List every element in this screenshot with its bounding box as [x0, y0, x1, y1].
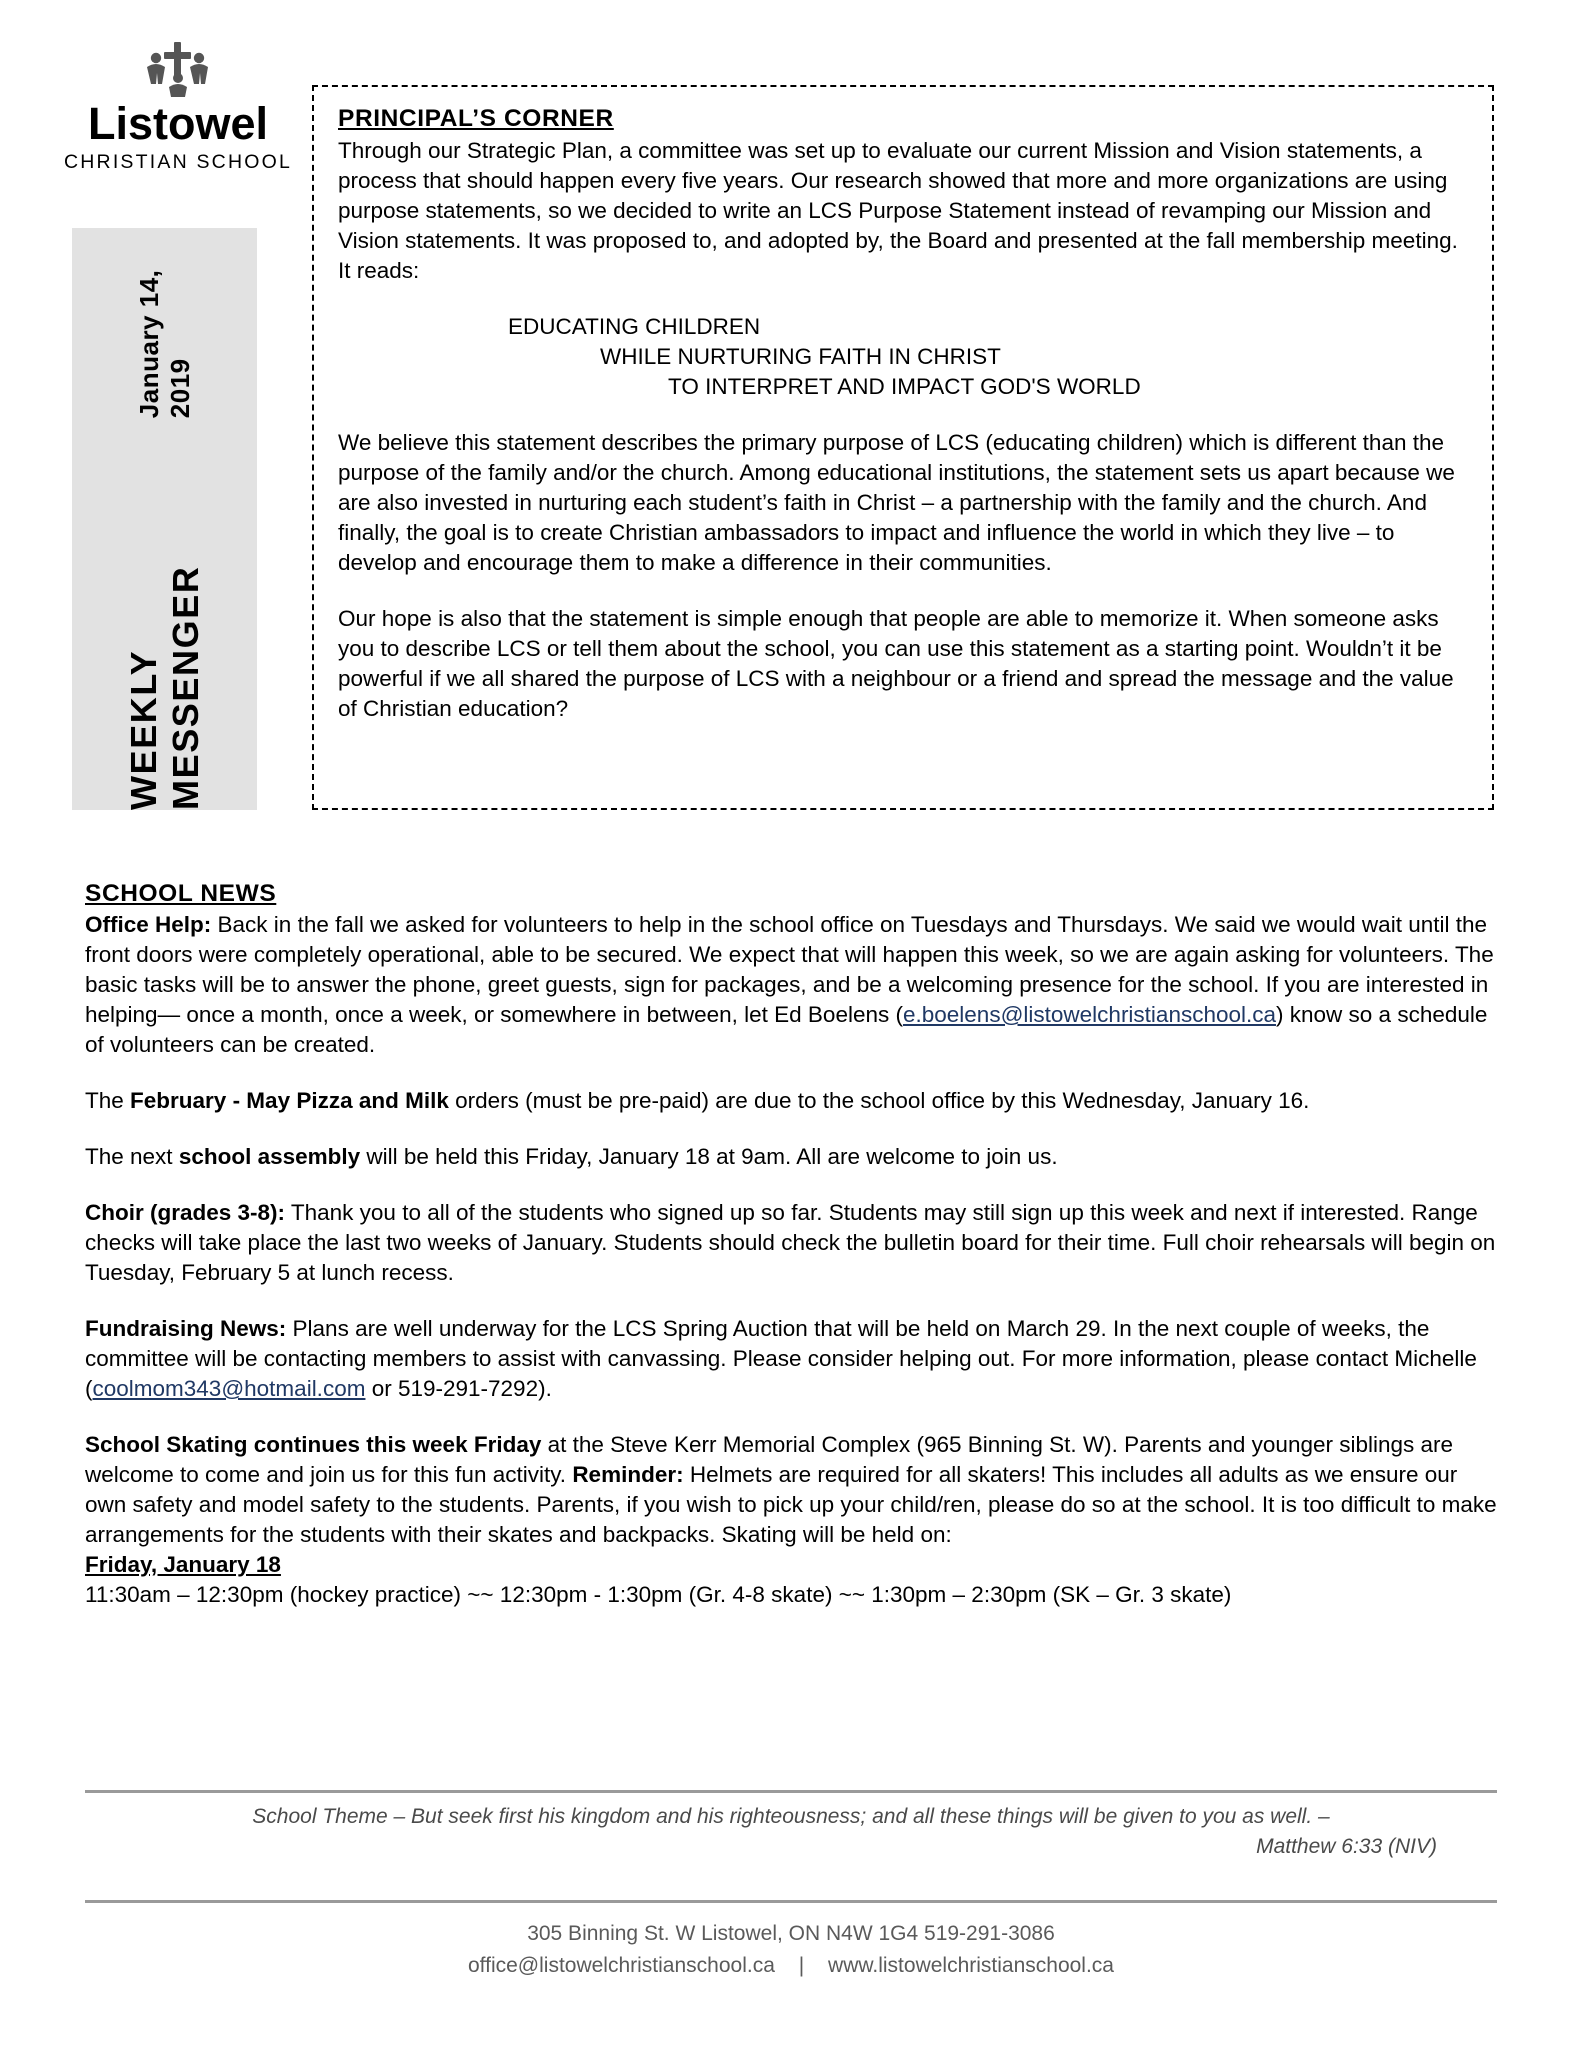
purpose-line-3: TO INTERPRET AND IMPACT GOD'S WORLD	[668, 374, 1141, 399]
footer-address: 305 Binning St. W Listowel, ON N4W 1G4 519-291-3086	[527, 1922, 1055, 1945]
footer-contact	[85, 1918, 1497, 1982]
school-theme-line-1: School Theme – But seek first his kingdom and his righteousness; and all these things will be given to you as well. –	[252, 1805, 1330, 1828]
purpose-statement	[338, 312, 1468, 402]
newsletter-date: January 14, 2019	[133, 269, 195, 419]
purpose-line-2: WHILE NURTURING FAITH IN CHRIST	[600, 344, 1001, 369]
fundraising-text-2: or 519-291-7292).	[365, 1376, 552, 1401]
skating-bold-lead: School Skating continues this week Friday	[85, 1432, 542, 1457]
logo-school-subtitle: CHRISTIAN SCHOOL	[63, 151, 293, 173]
fundraising-item	[85, 1314, 1497, 1404]
newsletter-title: WEEKLY MESSENGER	[122, 565, 206, 810]
principals-corner-paragraph-1: Through our Strategic Plan, a committee was set up to evaluate our current Mission and Vision statements, a process that should happen every five years. Our research showed that more and more organizations are using purpose statements, so we decided to write an LCS Purpose Statement instead of revamping our Mission and Vision statements. It was proposed to, and adopted by, the Board and presented at the fall membership meeting. It reads:	[338, 138, 1458, 283]
principals-corner-heading: PRINCIPAL’S CORNER	[338, 105, 614, 132]
footer-separator: |	[798, 1954, 805, 1977]
assembly-post-text: will be held this Friday, January 18 at 9am. All are welcome to join us.	[360, 1144, 1058, 1169]
school-theme	[85, 1802, 1497, 1862]
skating-times: 11:30am – 12:30pm (hockey practice) ~~ 12:30pm - 1:30pm (Gr. 4-8 skate) ~~ 1:30pm – 2:30pm (SK – Gr. 3 skate)	[85, 1582, 1232, 1607]
footer-email[interactable]: office@listowelchristianschool.ca	[467, 1954, 775, 1977]
vertical-title-block	[72, 228, 257, 810]
principals-corner-paragraph-3: Our hope is also that the statement is simple enough that people are able to memorize it. When someone asks you to describe LCS or tell them about the school, you can use this statement as a starting point. Wouldn’t it be powerful if we all shared the purpose of LCS with a neighbour or a friend and spread the message and the value of Christian education?	[338, 606, 1454, 721]
footer-divider-bottom	[85, 1900, 1497, 1903]
skating-text-1: at the Steve Kerr Memorial Complex (965 Binning St. W). Parents and younger siblings are welcome to come and join us for this fun activity.	[85, 1432, 1454, 1487]
school-logo	[58, 40, 298, 174]
choir-item	[85, 1198, 1497, 1288]
choir-text: Thank you to all of the students who signed up so far. Students may still sign up this week and next if interested. Range checks will take place the last two weeks of January. Students should check the bulletin board for their time. Full choir rehearsals will begin on Tuesday, February 5 at lunch recess.	[85, 1200, 1496, 1285]
footer-divider-top	[85, 1790, 1497, 1793]
assembly-pre-text: The next	[85, 1144, 179, 1169]
office-help-text-2: ) know so a schedule of volunteers can be created.	[85, 1002, 1488, 1057]
skating-day: Friday, January 18	[85, 1552, 281, 1577]
pizza-pre-text: The	[85, 1088, 131, 1113]
pizza-milk-item	[85, 1086, 1497, 1116]
logo-school-name: Listowel	[87, 98, 269, 149]
school-news-section	[85, 880, 1497, 1610]
office-help-email-link[interactable]: e.boelens@listowelchristianschool.ca	[902, 1002, 1277, 1027]
choir-label: Choir (grades 3-8):	[85, 1200, 286, 1225]
skating-text-2: Helmets are required for all skaters! This includes all adults as we ensure our own safety and model safety to the students. Parents, if you wish to pick up your child/ren, please do so at the school. It is too difficult to make arrangements for the students with their skates and backpacks. Skating will be held on:	[85, 1462, 1497, 1547]
purpose-line-1: EDUCATING CHILDREN	[508, 314, 761, 339]
fundraising-label: Fundraising News:	[85, 1316, 287, 1341]
principals-corner-paragraph-2: We believe this statement describes the primary purpose of LCS (educating children) which is different than the purpose of the family and/or the church. Among educational institutions, the statement sets us apart because we are also invested in nurturing each student’s faith in Christ – a partnership with the family and the church. And finally, the goal is to create Christian ambassadors to impact and influence the world in which they live – to develop and encourage them to make a difference in their communities.	[338, 430, 1455, 575]
pizza-post-text: orders (must be pre-paid) are due to the school office by this Wednesday, January 16.	[448, 1088, 1310, 1113]
office-help-label: Office Help:	[85, 912, 212, 937]
footer-website[interactable]: www.listowelchristianschool.ca	[828, 1954, 1114, 1977]
pizza-bold-text: February - May Pizza and Milk	[130, 1088, 449, 1113]
cross-people-logo-icon	[133, 40, 223, 98]
skating-reminder-label: Reminder:	[572, 1462, 684, 1487]
assembly-bold-text: school assembly	[178, 1144, 361, 1169]
footer-contact-line	[85, 1950, 1497, 1982]
office-help-text-1: Back in the fall we asked for volunteers to help in the school office on Tuesdays and Thursdays. We said we would wait until the front doors were completely operational, able to be secured. We expect that will happen this week, so we are again asking for volunteers. The basic tasks will be to answer the phone, greet guests, sign for packages, and be a welcoming presence for the school. If you are interested in helping— once a month, once a week, or somewhere in between, let Ed Boelens (	[85, 912, 1494, 1027]
school-news-heading: SCHOOL NEWS	[85, 880, 277, 907]
office-help-item	[85, 910, 1497, 1060]
assembly-item	[85, 1142, 1497, 1172]
skating-item	[85, 1430, 1497, 1550]
school-theme-reference: Matthew 6:33 (NIV)	[1256, 1835, 1437, 1858]
principals-corner-box	[312, 85, 1494, 810]
fundraising-email-link[interactable]: coolmom343@hotmail.com	[92, 1376, 366, 1401]
masthead	[58, 40, 308, 174]
fundraising-text-1: Plans are well underway for the LCS Spring Auction that will be held on March 29. In the next couple of weeks, the committee will be contacting members to assist with canvassing. Please consider helping out. For more information, please contact Michelle (	[85, 1316, 1477, 1401]
